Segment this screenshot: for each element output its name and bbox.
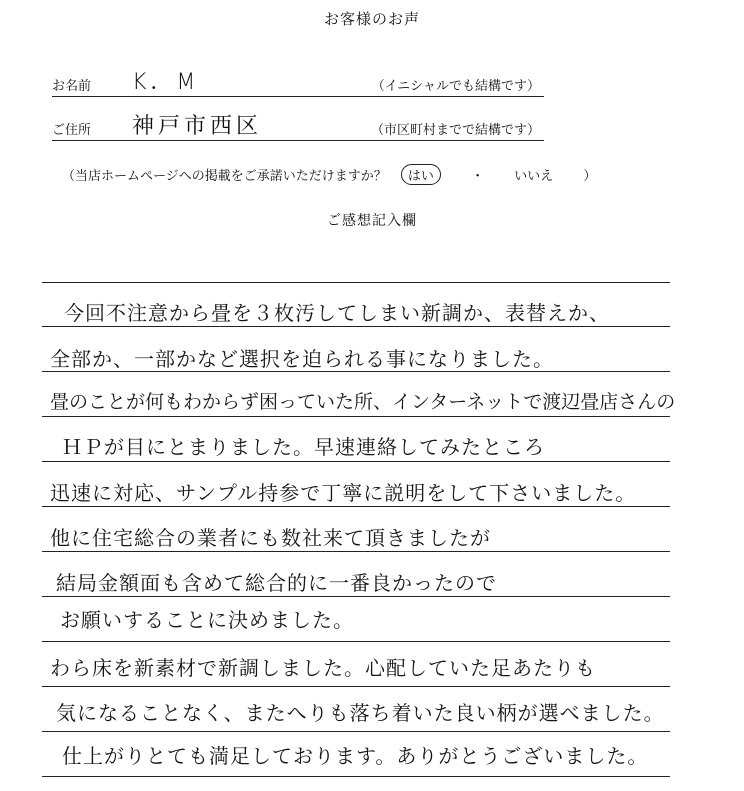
comment-line: 結局金額面も含めて総合的に一番良かったので	[56, 571, 497, 595]
comment-line: 気になることなく、またへりも落ち着いた良い柄が選べました。	[56, 701, 665, 725]
comment-line: わら床を新素材で新調しました。心配していた足あたりも	[50, 656, 596, 680]
ruled-line	[42, 551, 670, 552]
consent-open: （	[62, 169, 76, 184]
name-note: （イニシャルでも結構です）	[371, 79, 540, 94]
ruled-line	[42, 416, 670, 417]
comments-title: ご感想記入欄	[327, 213, 417, 229]
address-label: ご住所	[52, 123, 92, 138]
comment-line: 全部か、一部かなど選択を迫られる事になりました。	[50, 347, 554, 371]
ruled-line	[42, 686, 670, 687]
comment-line: お願いすることに決めました。	[60, 608, 354, 632]
ruled-line	[42, 461, 670, 462]
comment-line: 迅速に対応、サンプル持参で丁寧に説明をして下さいました。	[50, 481, 637, 505]
consent-separator: ・	[471, 169, 485, 184]
comment-line: 仕上がりとても満足しております。ありがとうございました。	[62, 744, 649, 768]
address-value: 神戸市西区	[132, 114, 263, 139]
address-note: （市区町村までで結構です）	[370, 123, 540, 138]
ruled-line	[42, 776, 670, 777]
ruled-line	[42, 326, 670, 327]
consent-text: 当店ホームページへの掲載をご承諾いただけますか？	[75, 169, 387, 184]
consent-close: ）	[583, 169, 597, 184]
comment-line: 今回不注意から畳を３枚汚してしまい新調か、表替えか、	[64, 301, 610, 325]
name-value: K．M	[132, 70, 200, 95]
form-title: お客様のお声	[323, 10, 420, 28]
comment-line: 他に住宅総合の業者にも数社来て頂きましたが	[50, 526, 491, 550]
consent-yes-circled: はい	[401, 164, 441, 185]
comment-line: 畳のことが何もわからず困っていた所、インターネットで渡辺畳店さんの	[50, 391, 676, 413]
ruled-line	[42, 731, 670, 732]
ruled-line	[42, 641, 670, 642]
name-label: お名前	[52, 79, 92, 94]
ruled-line	[42, 596, 670, 597]
consent-no: いいえ	[514, 169, 554, 184]
name-field	[52, 72, 544, 97]
ruled-line	[42, 282, 670, 283]
comment-line: ＨＰが目にとまりました。早速連絡してみたところ	[62, 435, 545, 459]
address-field	[52, 116, 544, 141]
consent-question	[62, 164, 682, 185]
ruled-line	[42, 506, 670, 507]
